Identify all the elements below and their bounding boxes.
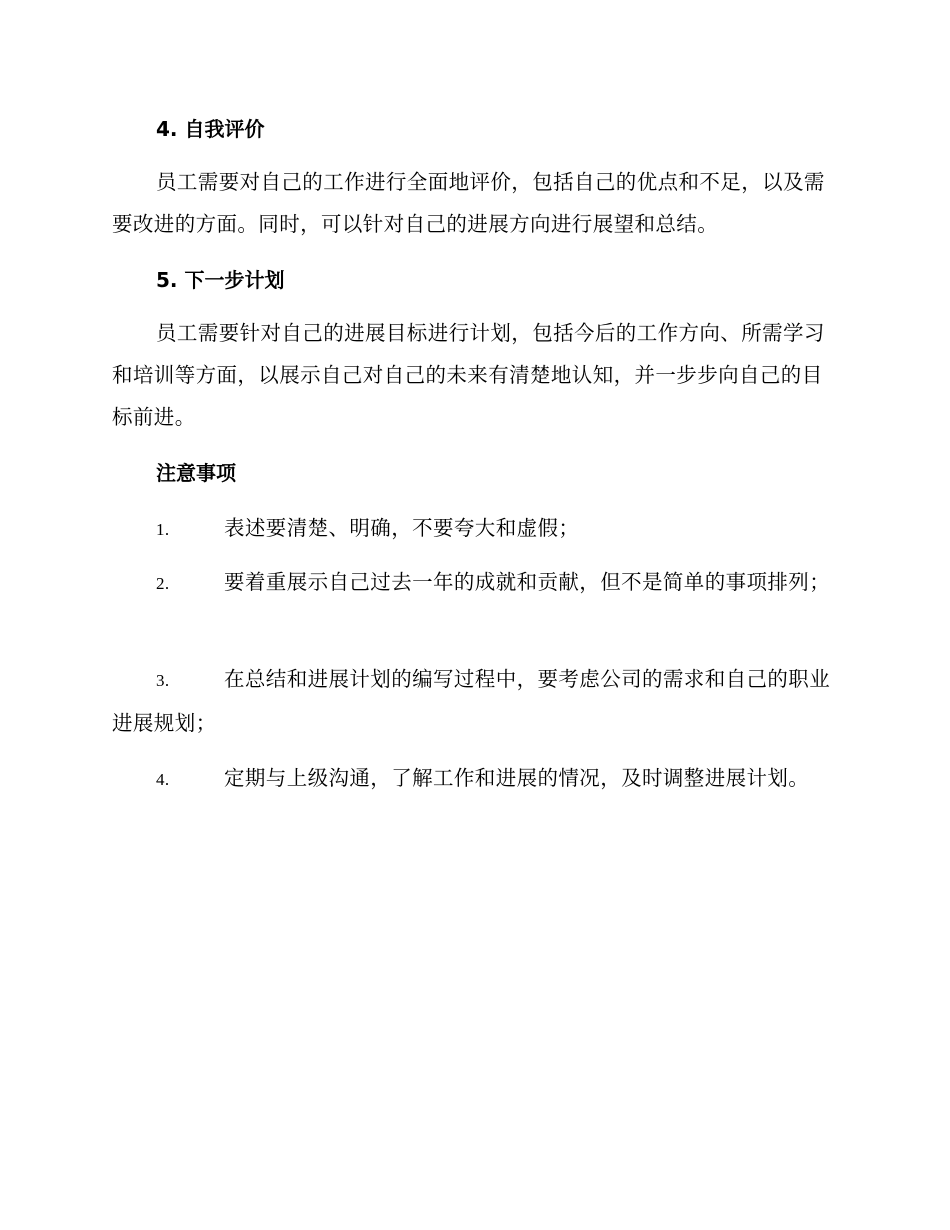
notes-item-4 (112, 757, 840, 801)
notes-heading: 注意事项 (156, 461, 236, 485)
notes-item-number: 2. (156, 574, 170, 593)
notes-item-number: 1. (156, 520, 170, 539)
notes-item-number: 4. (156, 770, 170, 789)
section-heading-next-plan: 5. 下一步计划 (156, 268, 285, 292)
notes-item-2 (112, 561, 840, 605)
notes-item-text: 表述要清楚、明确，不要夸大和虚假； (224, 516, 580, 540)
section-body-self-evaluation: 员工需要对自己的工作进行全面地评价，包括自己的优点和不足，以及需要改进的方面。同时，可以针对自己的进展方向进行展望和总结。 (112, 170, 825, 236)
notes-item-number: 3. (156, 671, 170, 690)
notes-item-text: 定期与上级沟通，了解工作和进展的情况，及时调整进展计划。 (224, 766, 810, 790)
section-heading-self-evaluation: 4. 自我评价 (156, 117, 265, 141)
notes-item-text: 要着重展示自己过去一年的成就和贡献，但不是简单的事项排列； (224, 570, 831, 594)
notes-item-text: 在总结和进展计划的编写过程中，要考虑公司的需求和自己的职业进展规划； (112, 667, 831, 735)
notes-item-1 (112, 507, 840, 551)
section-body-next-plan: 员工需要针对自己的进展目标进行计划，包括今后的工作方向、所需学习和培训等方面，以展示自己对自己的未来有清楚地认知，并一步步向自己的目标前进。 (112, 321, 825, 429)
notes-item-3 (112, 658, 840, 744)
